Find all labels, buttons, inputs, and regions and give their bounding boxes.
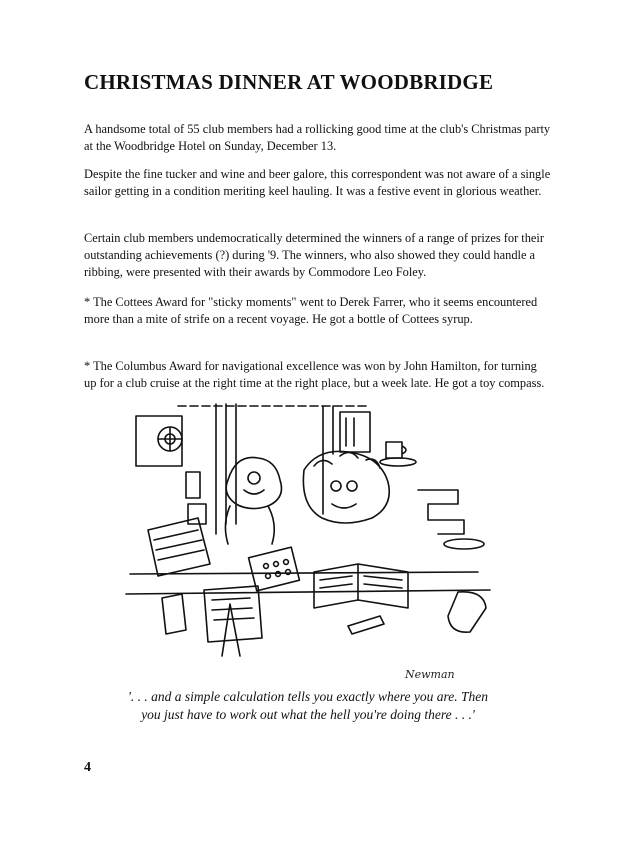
cartoon-illustration (118, 394, 498, 684)
page-number: 4 (84, 760, 91, 775)
article-paragraph: * The Columbus Award for navigational excellence was won by John Hamilton, for turning up for a club cruise at the right time at the right place, but a week late. He got a toy compass. (84, 359, 545, 390)
article-title: CHRISTMAS DINNER AT WOODBRIDGE (84, 70, 494, 94)
cartoon-signature: Newman (405, 668, 455, 681)
article-paragraph: * The Cottees Award for "sticky moments" went to Derek Farrer, who it seems encountered more than a mite of strife on a recent voyage. He got a bottle of Cottees syrup. (84, 295, 538, 326)
article-paragraph: Certain club members undemocratically determined the winners of a range of prizes for their outstanding achievements (?) during '9. The winners, who also showed they could handle a ribbing, were presented with their awards by Commodore Leo Foley. (84, 231, 544, 279)
cartoon-caption: '. . . and a simple calculation tells you exactly where you are. Then you just have to work out what the hell you're doing there . . .' (128, 689, 488, 722)
article-paragraph: A handsome total of 55 club members had a rollicking good time at the club's Christmas party at the Woodbridge Hotel on Sunday, December 13. (84, 122, 551, 153)
article-paragraph: Despite the fine tucker and wine and beer galore, this correspondent was not aware of a single sailor getting in a condition meriting keel hauling. It was a festive event in glorious weather. (84, 167, 551, 198)
